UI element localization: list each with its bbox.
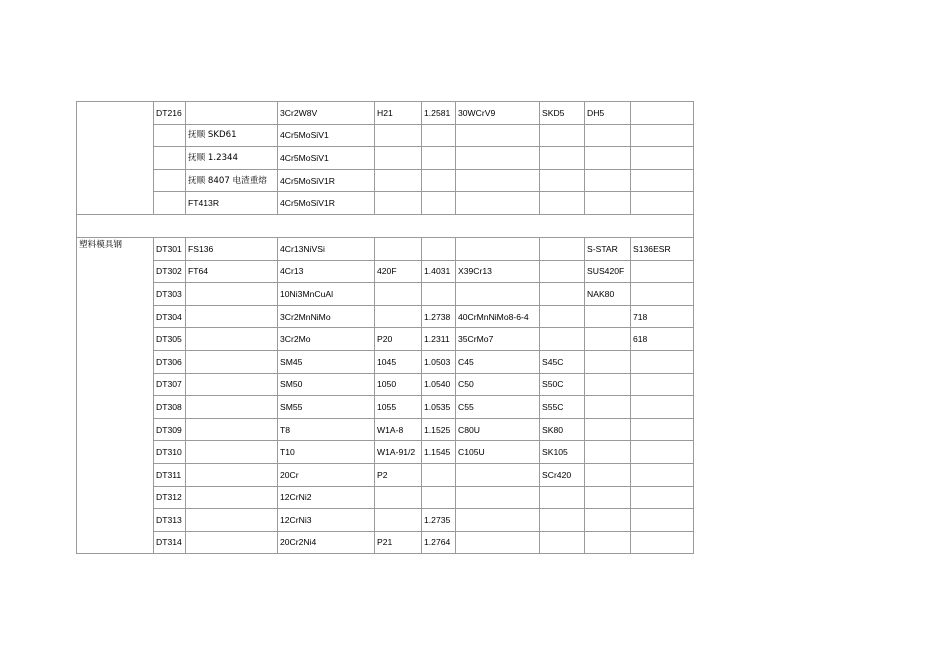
- table-cell: 1.2764: [422, 531, 456, 554]
- table-cell: [375, 124, 422, 147]
- table-cell: W1A-8: [375, 418, 422, 441]
- table-cell: C45: [456, 350, 540, 373]
- table-cell: [631, 283, 694, 306]
- table-cell: [585, 147, 631, 170]
- table-cell: [585, 396, 631, 419]
- table-cell: 1.2738: [422, 305, 456, 328]
- table-cell: [540, 260, 585, 283]
- table-cell: [631, 147, 694, 170]
- table-cell: [631, 463, 694, 486]
- table-cell: 1.4031: [422, 260, 456, 283]
- table-cell: 1.2581: [422, 102, 456, 125]
- table-row: [77, 396, 694, 419]
- table-cell: SM55: [278, 396, 375, 419]
- table-cell: [631, 192, 694, 215]
- table-cell: [422, 169, 456, 192]
- table-cell: [631, 486, 694, 509]
- table-cell: [631, 531, 694, 554]
- table-cell: [186, 328, 278, 351]
- table-cell: [186, 463, 278, 486]
- table-cell: S55C: [540, 396, 585, 419]
- spacer-cell: [77, 214, 694, 237]
- table-row: [77, 509, 694, 532]
- table-cell: 抚顺 8407 电渣重熔: [186, 169, 278, 192]
- table-cell: [154, 169, 186, 192]
- table-cell: [456, 283, 540, 306]
- table-cell: [540, 328, 585, 351]
- table-cell: P2: [375, 463, 422, 486]
- table-cell: 4Cr5MoSiV1R: [278, 192, 375, 215]
- table-cell: 3Cr2W8V: [278, 102, 375, 125]
- table-cell: S50C: [540, 373, 585, 396]
- table-cell: [422, 463, 456, 486]
- table-cell: [456, 147, 540, 170]
- table-cell: NAK80: [585, 283, 631, 306]
- table-cell: [375, 509, 422, 532]
- table-cell: DT314: [154, 531, 186, 554]
- table-cell: [585, 373, 631, 396]
- table-cell: 718: [631, 305, 694, 328]
- table-cell: X39Cr13: [456, 260, 540, 283]
- table-cell: [585, 124, 631, 147]
- table-cell: DT306: [154, 350, 186, 373]
- table-cell: DT310: [154, 441, 186, 464]
- table-cell: [456, 124, 540, 147]
- table-cell: [186, 350, 278, 373]
- table-cell: SK80: [540, 418, 585, 441]
- table-cell: [186, 305, 278, 328]
- table-cell: DT311: [154, 463, 186, 486]
- table-cell: [186, 509, 278, 532]
- table-cell: [631, 396, 694, 419]
- table-cell: [375, 283, 422, 306]
- table-cell: P20: [375, 328, 422, 351]
- table-cell: [631, 418, 694, 441]
- table-cell: [585, 463, 631, 486]
- table-cell: 4Cr5MoSiV1: [278, 147, 375, 170]
- table-cell: DT309: [154, 418, 186, 441]
- table-cell: [456, 192, 540, 215]
- table-cell: [585, 418, 631, 441]
- table-cell: DT216: [154, 102, 186, 125]
- category-cell: [77, 102, 154, 215]
- table-cell: [585, 509, 631, 532]
- table-cell: 4Cr13NiVSi: [278, 237, 375, 260]
- table-cell: S-STAR: [585, 237, 631, 260]
- table-cell: [456, 237, 540, 260]
- table-cell: [585, 192, 631, 215]
- table-cell: W1A-91/2: [375, 441, 422, 464]
- table-cell: FS136: [186, 237, 278, 260]
- table-cell: [585, 486, 631, 509]
- table-row: [77, 283, 694, 306]
- table-cell: [585, 350, 631, 373]
- table-cell: [375, 237, 422, 260]
- table-cell: S136ESR: [631, 237, 694, 260]
- table-cell: [540, 283, 585, 306]
- table-cell: 1.2735: [422, 509, 456, 532]
- table-cell: [422, 192, 456, 215]
- table-cell: T10: [278, 441, 375, 464]
- table-cell: [456, 531, 540, 554]
- table-row: [77, 147, 694, 170]
- table-cell: [585, 441, 631, 464]
- table-cell: [186, 441, 278, 464]
- table-row: [77, 531, 694, 554]
- table-cell: 420F: [375, 260, 422, 283]
- table-cell: [456, 463, 540, 486]
- table-cell: [422, 237, 456, 260]
- table-cell: [186, 531, 278, 554]
- table-cell: [631, 124, 694, 147]
- table-row: [77, 192, 694, 215]
- table-cell: C105U: [456, 441, 540, 464]
- table-cell: 抚顺 SKD61: [186, 124, 278, 147]
- table-cell: 30WCrV9: [456, 102, 540, 125]
- spacer-row: [77, 214, 694, 237]
- table-cell: DT308: [154, 396, 186, 419]
- table-cell: C55: [456, 396, 540, 419]
- table-cell: [540, 531, 585, 554]
- table-row: [77, 305, 694, 328]
- table-cell: [540, 192, 585, 215]
- table-cell: [540, 237, 585, 260]
- table-cell: [154, 147, 186, 170]
- table-cell: 12CrNi2: [278, 486, 375, 509]
- table-cell: [154, 192, 186, 215]
- table-row: [77, 486, 694, 509]
- table-row: [77, 124, 694, 147]
- table-cell: DT304: [154, 305, 186, 328]
- table-cell: [540, 486, 585, 509]
- table-cell: [456, 169, 540, 192]
- table-row: [77, 441, 694, 464]
- table-cell: SM45: [278, 350, 375, 373]
- table-cell: 20Cr: [278, 463, 375, 486]
- table-row: [77, 237, 694, 260]
- table-cell: 4Cr13: [278, 260, 375, 283]
- table-cell: [154, 124, 186, 147]
- table-cell: 1045: [375, 350, 422, 373]
- steel-grade-comparison-table: [76, 101, 694, 554]
- table-cell: T8: [278, 418, 375, 441]
- table-cell: [422, 283, 456, 306]
- table-cell: DT302: [154, 260, 186, 283]
- table-cell: [456, 509, 540, 532]
- table-cell: S45C: [540, 350, 585, 373]
- table-cell: H21: [375, 102, 422, 125]
- table-cell: [585, 169, 631, 192]
- table-cell: [631, 169, 694, 192]
- table-cell: SCr420: [540, 463, 585, 486]
- table-cell: [585, 531, 631, 554]
- table-cell: 1.0535: [422, 396, 456, 419]
- table-body: [77, 102, 694, 554]
- table-cell: 40CrMnNiMo8-6-4: [456, 305, 540, 328]
- table-cell: [540, 305, 585, 328]
- table-cell: DT301: [154, 237, 186, 260]
- table-cell: [631, 441, 694, 464]
- table-cell: [456, 486, 540, 509]
- table-cell: DT313: [154, 509, 186, 532]
- table-cell: 3Cr2Mo: [278, 328, 375, 351]
- table-row: [77, 350, 694, 373]
- table-cell: 抚顺 1.2344: [186, 147, 278, 170]
- table-cell: 1.0503: [422, 350, 456, 373]
- table-cell: [540, 124, 585, 147]
- table-cell: [186, 283, 278, 306]
- table-cell: FT413R: [186, 192, 278, 215]
- table-cell: DT305: [154, 328, 186, 351]
- table-cell: [631, 102, 694, 125]
- table-cell: [186, 373, 278, 396]
- table-cell: [186, 396, 278, 419]
- table-cell: 1.1545: [422, 441, 456, 464]
- table-cell: [631, 373, 694, 396]
- table-cell: P21: [375, 531, 422, 554]
- table-cell: [540, 147, 585, 170]
- category-cell: 塑料模具钢: [77, 237, 154, 553]
- table-cell: [540, 169, 585, 192]
- table-cell: 1.2311: [422, 328, 456, 351]
- table-row: [77, 418, 694, 441]
- table-cell: [631, 509, 694, 532]
- table-cell: 1.1525: [422, 418, 456, 441]
- table-cell: [540, 509, 585, 532]
- table-row: [77, 260, 694, 283]
- table-cell: 3Cr2MnNiMo: [278, 305, 375, 328]
- table-cell: C80U: [456, 418, 540, 441]
- table-cell: DT307: [154, 373, 186, 396]
- table-cell: DT312: [154, 486, 186, 509]
- table-row: [77, 169, 694, 192]
- table-cell: SK105: [540, 441, 585, 464]
- table-row: [77, 328, 694, 351]
- table-cell: [375, 192, 422, 215]
- table-row: [77, 102, 694, 125]
- table-row: [77, 463, 694, 486]
- table-cell: [186, 418, 278, 441]
- table-cell: [375, 169, 422, 192]
- table-cell: 1055: [375, 396, 422, 419]
- table-cell: [422, 486, 456, 509]
- table-cell: [375, 147, 422, 170]
- table-cell: SUS420F: [585, 260, 631, 283]
- table-cell: 1050: [375, 373, 422, 396]
- table-cell: [585, 328, 631, 351]
- table-cell: [375, 486, 422, 509]
- table-cell: 10Ni3MnCuAl: [278, 283, 375, 306]
- table-cell: [631, 260, 694, 283]
- table-cell: 12CrNi3: [278, 509, 375, 532]
- table-cell: [631, 350, 694, 373]
- table-cell: 618: [631, 328, 694, 351]
- table-cell: 1.0540: [422, 373, 456, 396]
- table-cell: [585, 305, 631, 328]
- table-cell: [186, 102, 278, 125]
- table-cell: DT303: [154, 283, 186, 306]
- table-cell: C50: [456, 373, 540, 396]
- table-cell: [422, 124, 456, 147]
- table-cell: 35CrMo7: [456, 328, 540, 351]
- table-cell: 4Cr5MoSiV1: [278, 124, 375, 147]
- table-cell: [186, 486, 278, 509]
- table-cell: [375, 305, 422, 328]
- table-row: [77, 373, 694, 396]
- table-cell: SKD5: [540, 102, 585, 125]
- table-cell: 4Cr5MoSiV1R: [278, 169, 375, 192]
- table-cell: [422, 147, 456, 170]
- table-cell: DH5: [585, 102, 631, 125]
- table-cell: FT64: [186, 260, 278, 283]
- table-cell: 20Cr2Ni4: [278, 531, 375, 554]
- table-cell: SM50: [278, 373, 375, 396]
